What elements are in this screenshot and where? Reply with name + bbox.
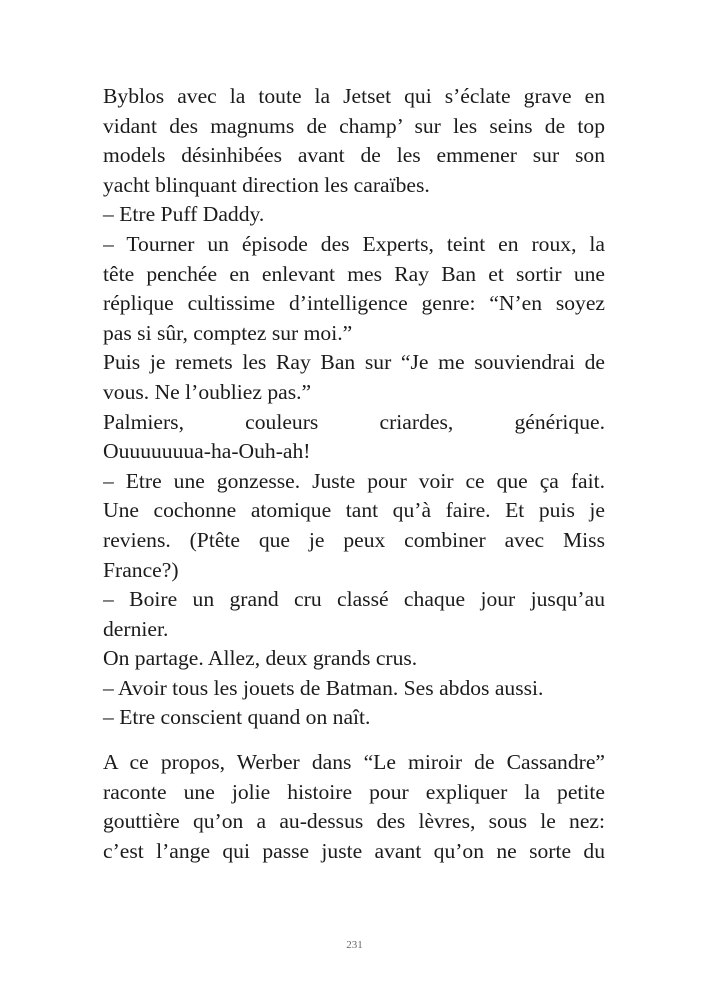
text-line: Byblos avec la toute la Jetset qui s’éclate grave en — [103, 84, 605, 108]
text-line: gouttière qu’on a au-dessus des lèvres, sous le nez: — [103, 809, 605, 834]
text-line: models désinhibées avant de les emmener sur son — [103, 143, 605, 168]
text-line: On partage. Allez, deux grands crus. — [103, 646, 418, 671]
page-number: 231 — [346, 939, 363, 951]
text-line: pas si sûr, comptez sur moi.” — [103, 320, 353, 345]
text-line: – Etre une gonzesse. Juste pour voir ce que ça fait. — [103, 468, 605, 493]
text-line: – Avoir tous les jouets de Batman. Ses abdos aussi. — [103, 675, 544, 700]
text-line: Palmiers, couleurs criardes, générique. — [103, 409, 605, 434]
text-line: Puis je remets les Ray Ban sur “Je me souviendrai de — [103, 350, 605, 375]
text-line: Ouuuuuuua-ha-Ouh-ah! — [103, 439, 311, 464]
text-line: – Etre Puff Daddy. — [103, 202, 265, 227]
text-line: vidant des magnums de champ’ sur les seins de top — [103, 113, 605, 138]
text-line: reviens. (Ptête que je peux combiner avec Miss — [103, 527, 605, 552]
text-line: yacht blinquant direction les caraïbes. — [103, 172, 430, 197]
text-line: tête penchée en enlevant mes Ray Ban et sortir une — [103, 261, 605, 286]
text-line: – Etre conscient quand on naît. — [103, 705, 371, 730]
text-line: dernier. — [103, 616, 169, 641]
text-line: – Tourner un épisode des Experts, teint en roux, la — [103, 231, 605, 256]
text-line: France?) — [103, 557, 179, 582]
body-text — [103, 82, 605, 866]
text-line: réplique cultissime d’intelligence genre: “N’en soyez — [103, 291, 605, 316]
text-line: – Boire un grand cru classé chaque jour jusqu’au — [103, 587, 605, 612]
text-line: c’est l’ange qui passe juste avant qu’on ne sorte du — [103, 838, 605, 863]
text-line: Une cochonne atomique tant qu’à faire. Et puis je — [103, 498, 605, 523]
text-line: vous. Ne l’oubliez pas.” — [103, 379, 312, 404]
text-line: raconte une jolie histoire pour expliquer la petite — [103, 779, 605, 804]
paragraph-gap — [103, 733, 605, 748]
text-line: A ce propos, Werber dans “Le miroir de Cassandre” — [103, 750, 605, 775]
